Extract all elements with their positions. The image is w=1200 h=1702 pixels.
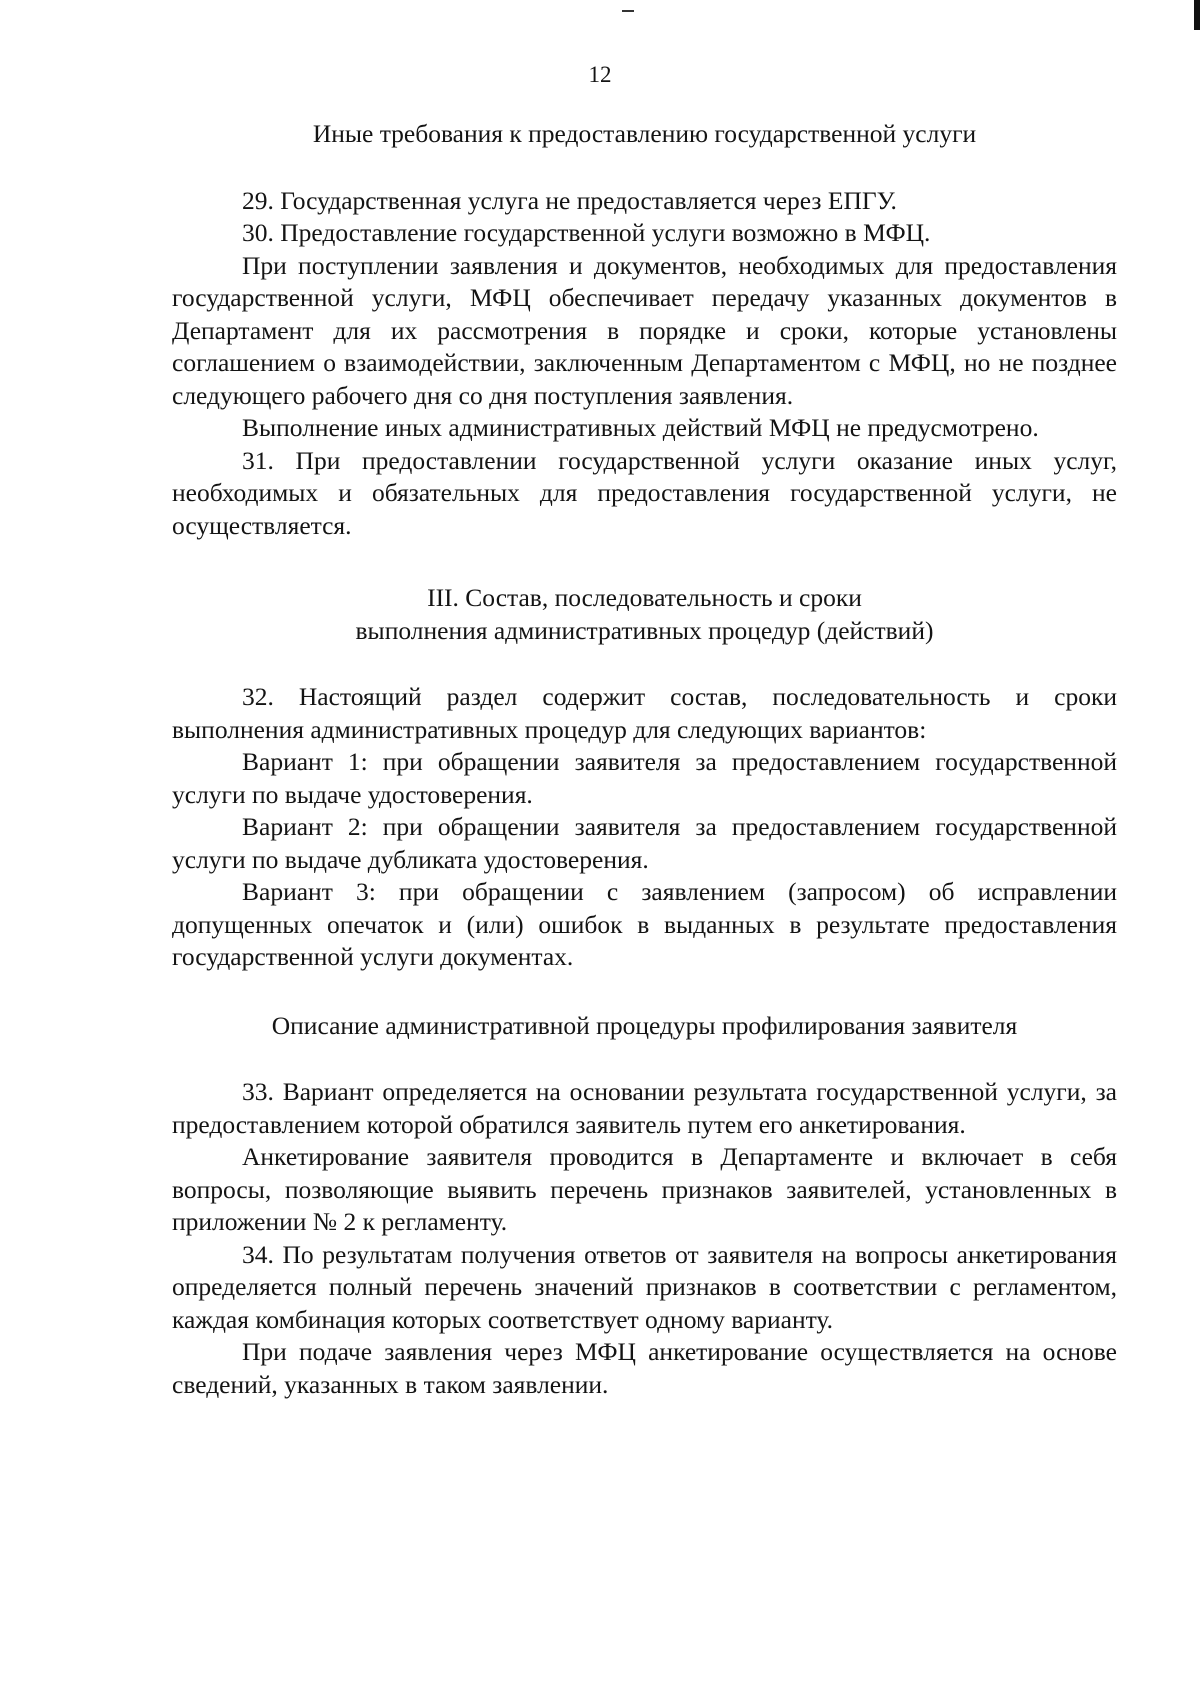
paragraph-31: 31. При предоставлении государственной услуги оказание иных услуг, необходимых и обязательных для предоставления государственной услуги, не осуществляется. xyxy=(172,445,1117,540)
paragraph-32: 32. Настоящий раздел содержит состав, последовательность и сроки выполнения административных процедур для следующих вариантов: xyxy=(172,682,1117,744)
paragraph-30a: При поступлении заявления и документов, необходимых для предоставления государственной услуги, МФЦ обеспечивает передачу указанных документов в Департамент для их рассмотрения в порядке и сроки, которые установлены соглашением о взаимодействии, заключенным Департаментом с МФЦ, но не позднее следующего рабочего дня со дня поступления заявления. xyxy=(172,250,1117,410)
paragraph-33a: Анкетирование заявителя проводится в Департаменте и включает в себя вопросы, позволяющие выявить перечень признаков заявителей, установленных в приложении № 2 к регламенту. xyxy=(172,1142,1117,1236)
scan-edge-mark xyxy=(1194,0,1200,30)
section-heading-3-line2: выполнения административных процедур (действий) xyxy=(355,615,934,645)
variant-1: Вариант 1: при обращении заявителя за предоставлением государственной услуги по выдаче удостоверения. xyxy=(172,747,1117,809)
paragraph-29: 29. Государственная услуга не предоставляется через ЕПГУ. xyxy=(242,185,897,215)
paragraph-34a: При подаче заявления через МФЦ анкетирование осуществляется на основе сведений, указанных в таком заявлении. xyxy=(172,1337,1117,1399)
variant-2: Вариант 2: при обращении заявителя за предоставлением государственной услуги по выдаче дубликата удостоверения. xyxy=(172,812,1117,874)
document-body xyxy=(172,118,1117,1401)
section-heading-other-requirements: Иные требования к предоставлению государственной услуги xyxy=(312,119,977,148)
section-heading-profiling: Описание административной процедуры профилирования заявителя xyxy=(271,1010,1018,1040)
scan-artifact xyxy=(622,10,634,12)
paragraph-30b: Выполнение иных административных действий МФЦ не предусмотрено. xyxy=(242,413,1039,442)
paragraph-34: 34. По результатам получения ответов от заявителя на вопросы анкетирования определяется полный перечень значений признаков в соответствии с регламентом, каждая комбинация которых соответствует одному варианту. xyxy=(172,1239,1117,1334)
page-number: 12 xyxy=(588,62,612,87)
section-heading-3-line1: III. Состав, последовательность и сроки xyxy=(427,583,862,612)
paragraph-30: 30. Предоставление государственной услуги возможно в МФЦ. xyxy=(242,218,931,247)
paragraph-33: 33. Вариант определяется на основании результата государственной услуги, за предоставлением которой обратился заявитель путем его анкетирования. xyxy=(172,1077,1117,1139)
variant-3: Вариант 3: при обращении с заявлением (запросом) об исправлении допущенных опечаток и (или) ошибок в выданных в результате предоставления государственной услуги документах. xyxy=(172,877,1117,971)
